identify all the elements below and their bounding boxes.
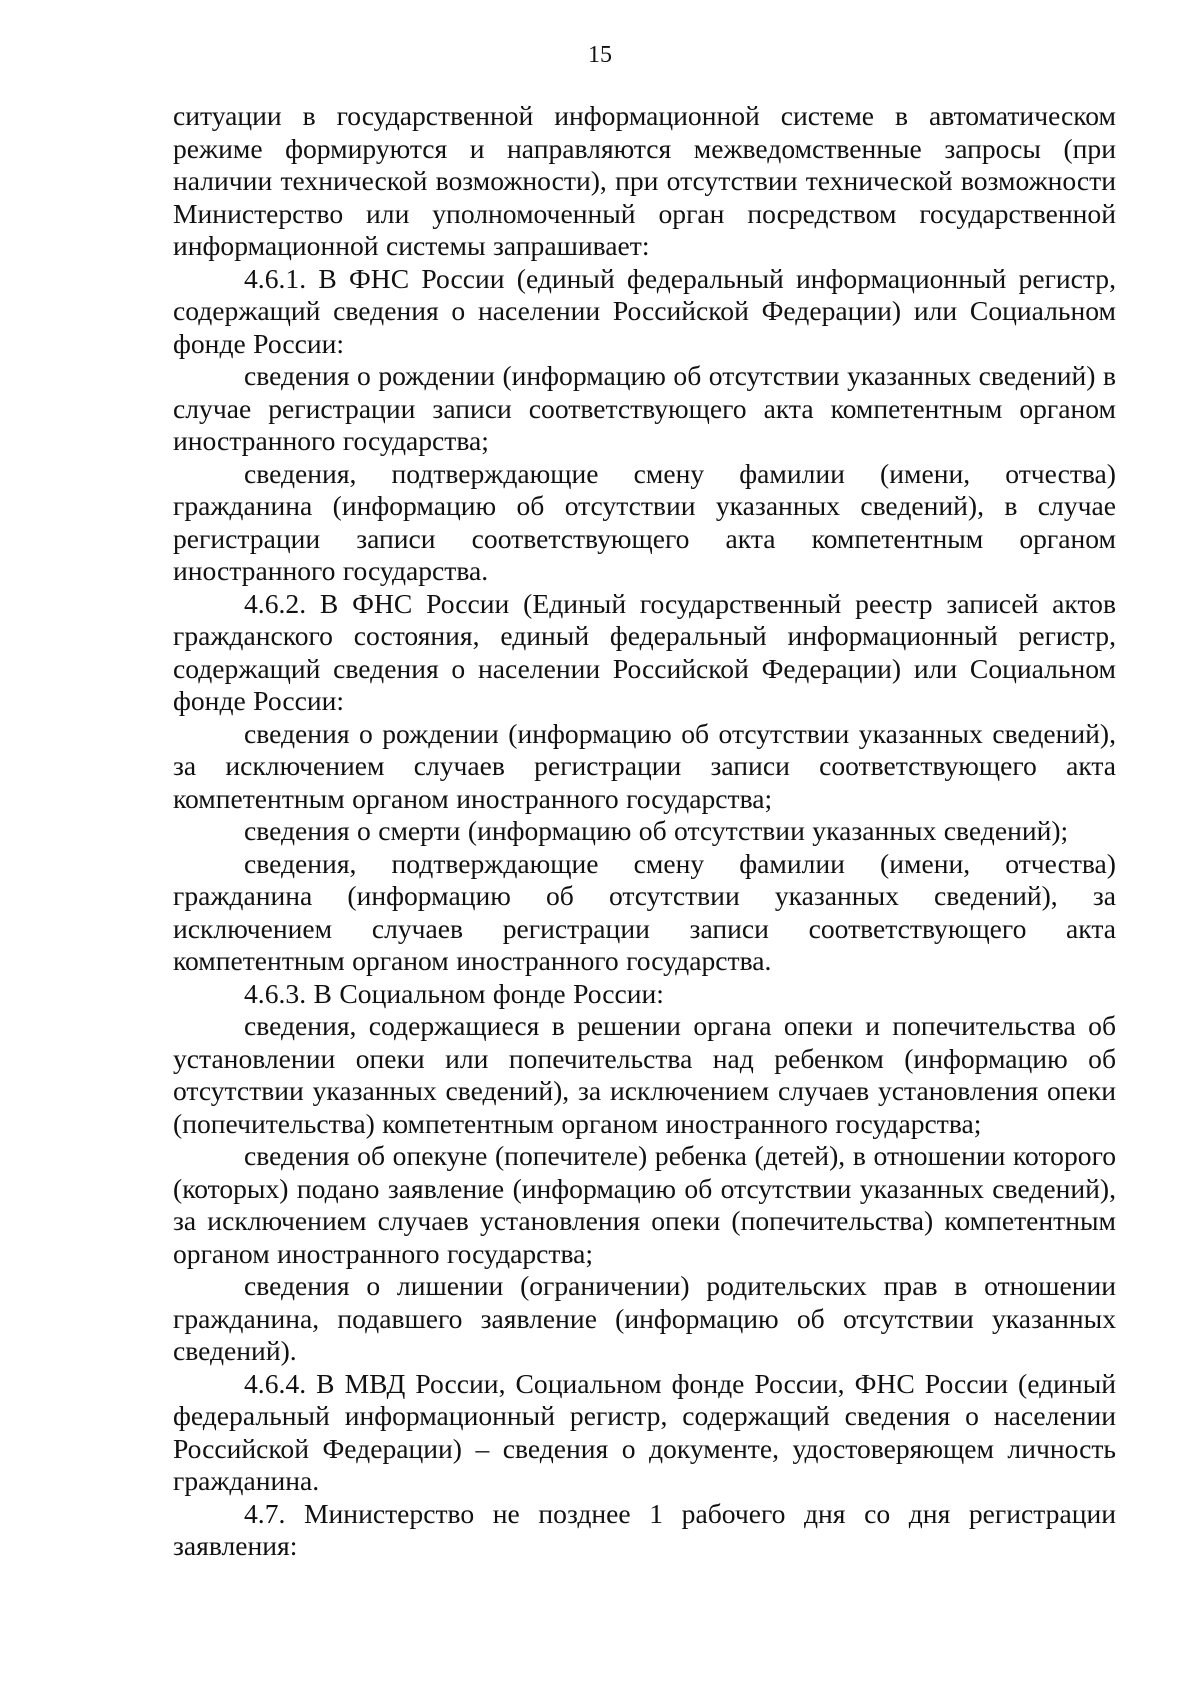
paragraph-4-7: 4.7. Министерство не позднее 1 рабочего дня со дня регистрации заявления: [173, 1497, 1116, 1561]
paragraph-4-6-3: 4.6.3. В Социальном фонде России: [244, 977, 664, 1009]
paragraph-4-6-3-guardian: сведения об опекуне (попечителе) ребенка (детей), в отношении которого (которых) подано заявление (информацию об отсутствии указанных сведений), за исключением случаев установления опеки (попечительства) компетентным органом иностранного государства; [173, 1140, 1116, 1269]
paragraph-4-6-1-birth: сведения о рождении (информацию об отсутствии указанных сведений) в случае регистрации записи соответствующего акта компетентным органом иностранного государства; [173, 360, 1116, 456]
paragraph-4-6-1: 4.6.1. В ФНС России (единый федеральный информационный регистр, содержащий сведения о населении Российской Федерации) или Социальном фонде России: [173, 262, 1116, 359]
paragraph-4-6-2-name-change: сведения, подтверждающие смену фамилии (имени, отчества) гражданина (информацию об отсутствии указанных сведений), за исключением случаев регистрации записи соответствующего акта компетентным органом иностранного государства. [173, 847, 1116, 976]
page-number: 15 [588, 42, 612, 68]
paragraph-intro-continuation: ситуации в государственной информационной системе в автоматическом режиме формируются и направляются межведомственные запросы (при наличии технической возможности), при отсутствии технической возможности Министерство или уполномоченный орган посредством государственной информационной системы запрашивает: [173, 100, 1116, 261]
paragraph-4-6-4: 4.6.4. В МВД России, Социальном фонде России, ФНС России (единый федеральный информационный регистр, содержащий сведения о населении Российской Федерации) – сведения о документе, удостоверяющем личность гражданина. [173, 1367, 1116, 1496]
document-body [173, 100, 1116, 1563]
paragraph-4-6-1-name-change: сведения, подтверждающие смену фамилии (имени, отчества) гражданина (информацию об отсутствии указанных сведений), в случае регистрации записи соответствующего акта компетентным органом иностранного государства. [173, 457, 1116, 586]
paragraph-4-6-2-birth: сведения о рождении (информацию об отсутствии указанных сведений), за исключением случаев регистрации записи соответствующего акта компетентным органом иностранного государства; [173, 717, 1116, 814]
paragraph-4-6-3-parental-rights: сведения о лишении (ограничении) родительских прав в отношении гражданина, подавшего заявление (информацию об отсутствии указанных сведений). [173, 1270, 1116, 1366]
paragraph-4-6-2: 4.6.2. В ФНС России (Единый государственный реестр записей актов гражданского состояния, единый федеральный информационный регистр, содержащий сведения о населении Российской Федерации) или Социальном фонде России: [173, 587, 1116, 716]
paragraph-4-6-2-death: сведения о смерти (информацию об отсутствии указанных сведений); [244, 815, 1069, 846]
paragraph-4-6-3-guardianship: сведения, содержащиеся в решении органа опеки и попечительства об установлении опеки или попечительства над ребенком (информацию об отсутствии указанных сведений), за исключением случаев установления опеки (попечительства) компетентным органом иностранного государства; [173, 1010, 1116, 1139]
